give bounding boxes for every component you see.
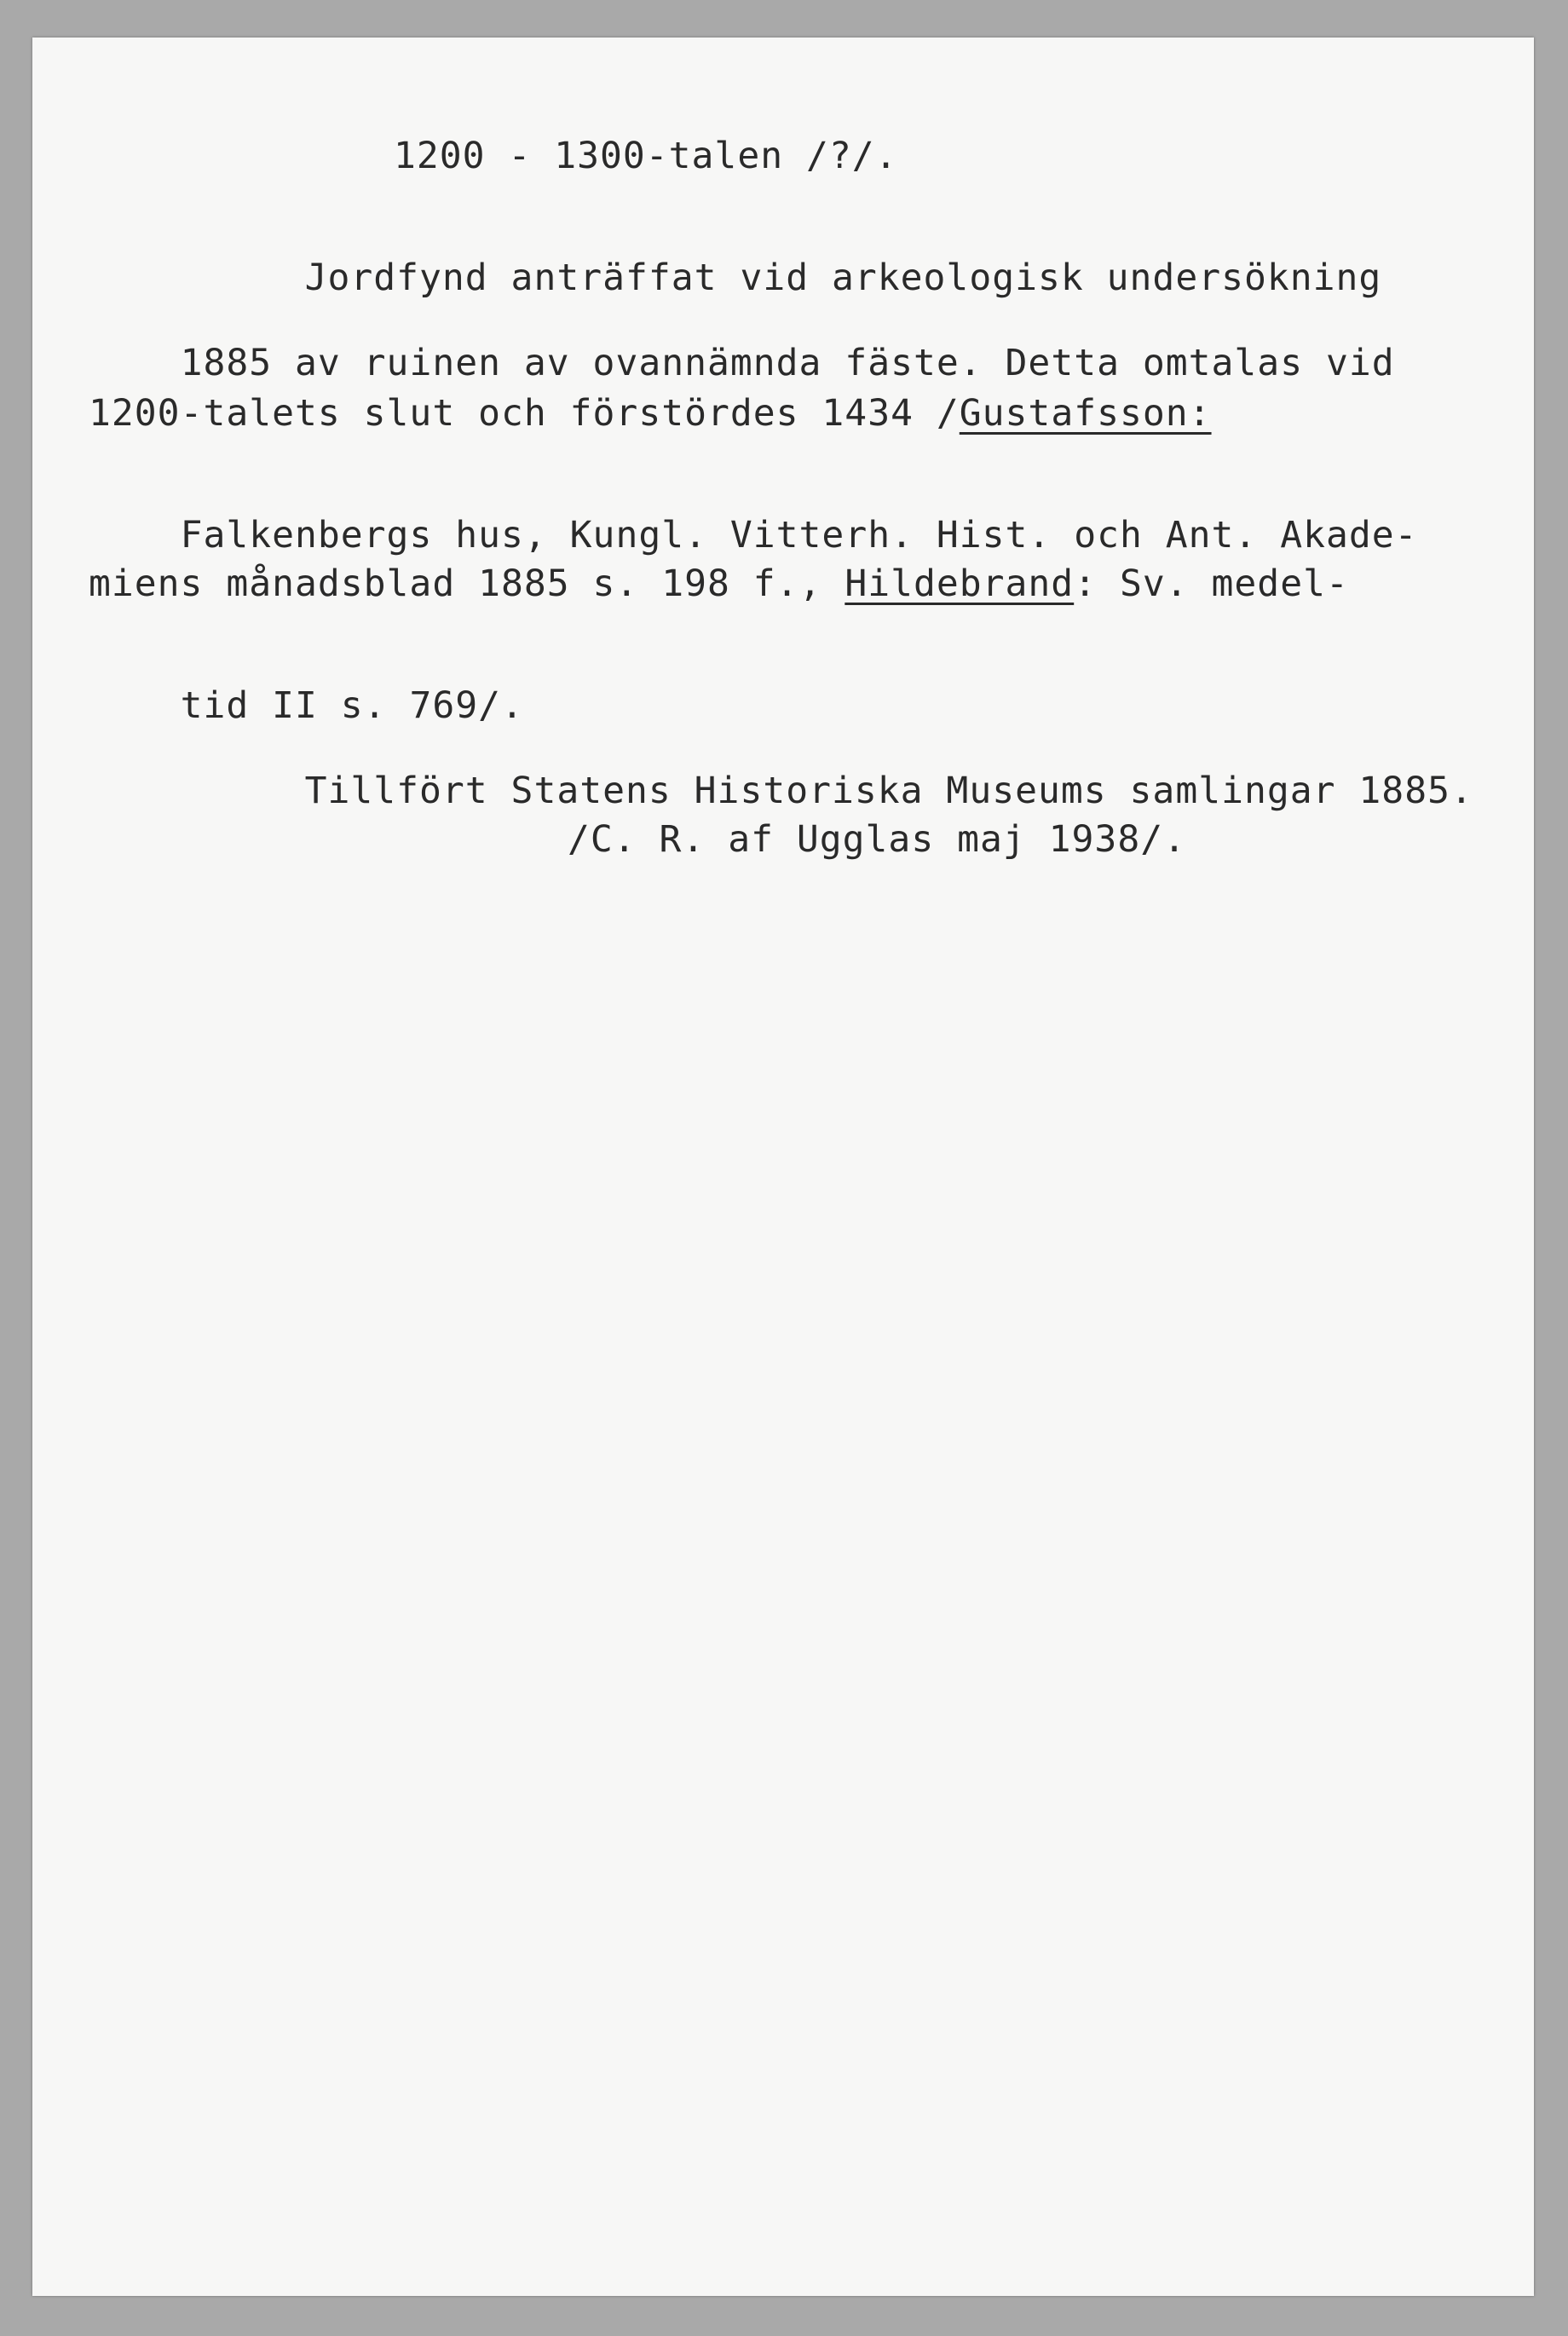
reference-author-hildebrand: Hildebrand xyxy=(845,562,1075,605)
catalog-card xyxy=(32,37,1534,2296)
text-segment: 1200-talets slut och förstördes 1434 / xyxy=(89,392,960,435)
text-segment: tid II s. 769/. xyxy=(180,684,524,727)
text-segment: Falkenbergs hus, Kungl. Vitterh. Hist. och Ant. Akade- xyxy=(180,514,1418,557)
text-segment: Tillfört Statens Historiska Museums samlingar 1885. xyxy=(304,770,1473,812)
reference-author-gustafsson: Gustafsson: xyxy=(959,392,1212,435)
text-segment: Jordfynd anträffat vid arkeologisk undersökning xyxy=(304,257,1382,299)
text-segment: miens månadsblad 1885 s. 198 f., xyxy=(89,562,845,605)
text-segment: : Sv. medel- xyxy=(1074,562,1349,605)
card-heading: 1200 - 1300-talen /?/. xyxy=(394,135,898,177)
text-line-5 xyxy=(89,562,1349,605)
text-line-3 xyxy=(89,392,1212,435)
text-segment: 1885 av ruinen av ovannämnda fäste. Detta omtalas vid xyxy=(180,342,1395,384)
card-signature: /C. R. af Ugglas maj 1938/. xyxy=(568,818,1186,861)
